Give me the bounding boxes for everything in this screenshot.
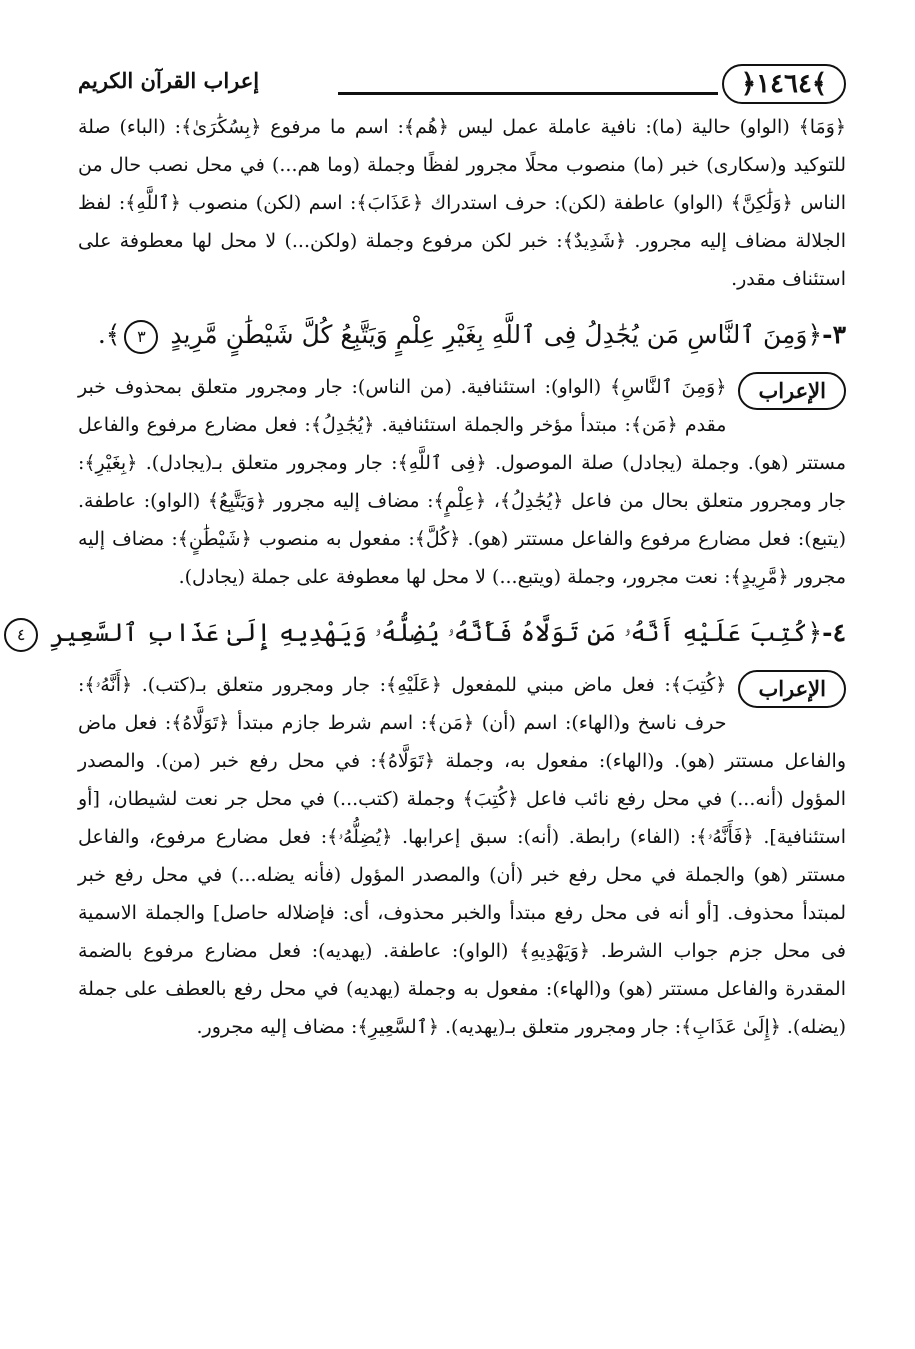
book-page: [16, 56, 846, 1256]
verse-3-text: ﴿وَمِنَ ٱلنَّاسِ مَن يُجَٰدِلُ فِى ٱللَّهِ بِغَيْرِ عِلْمٍ وَيَتَّبِعُ كُلَّ شَيْطَٰنٍ مَّرِيدٍ: [170, 320, 823, 349]
page-number: ﴿١٤٦٤﴾: [722, 64, 846, 104]
irab-badge-3: الإعراب: [738, 372, 846, 410]
book-title: إعراب القرآن الكريم: [78, 68, 260, 93]
verse-4: [16, 608, 846, 658]
ayah-marker-3: ٣: [124, 320, 158, 354]
header-rule: [338, 92, 718, 95]
page-body: [16, 108, 846, 1046]
verse-3-close: ﴾.: [97, 320, 121, 349]
ayah-marker-4: ٤: [4, 618, 38, 652]
verse-3-number: ٣-: [822, 320, 846, 349]
page-header: [78, 56, 846, 108]
irab-4-paragraph: ﴿كُتِبَ﴾: فعل ماض مبني للمفعول ﴿عَلَيْهِ﴾: جار ومجرور متعلق بـ(كتب). ﴿أَنَّهُۥ﴾: حرف ناسخ و(الهاء): اسم (أن) ﴿مَن﴾: اسم شرط جازم مبتدأ ﴿تَوَلَّاهُ﴾: فعل ماض والفاعل مستتر (هو). و(الهاء): مفعول به، وجملة ﴿تَوَلَّاهُ﴾: في محل رفع خبر (من). والمصدر المؤول (أنه...) في محل رفع نائب فاعل ﴿كُتِبَ﴾ وجملة (كتب...) في محل جر نعت لشيطان، [أو استئنافية]. ﴿فَأَنَّهُۥ﴾: (الفاء) رابطة. (أنه): سبق إعرابها. ﴿يُضِلُّهُۥ﴾: فعل مضارع مرفوع، والفاعل مستتر (هو) والجملة في محل رفع خبر (أن) والمصدر المؤول (فأنه يضله...) في محل رفع خبر لمبتدأ محذوف. [أو أنه فى محل رفع مبتدأ والخبر محذوف، أى: فإضلاله حاصل] والجملة الاسمية فى محل جزم جواب الشرط. ﴿وَيَهْدِيهِ﴾ (الواو): عاطفة. (يهديه): فعل مضارع مرفوع بالضمة المقدرة والفاعل مستتر (هو) و(الهاء): مفعول به وجملة (يهديه) في محل رفع بالعطف على جملة (يضله). ﴿إِلَىٰ عَذَابِ﴾: جار ومجرور متعلق بـ(يهديه). ﴿ٱلسَّعِيرِ﴾: مضاف إليه مجرور.: [78, 674, 846, 1038]
verse-3: [78, 310, 846, 360]
irab-4-block: [78, 666, 846, 1046]
verse-4-text: ﴿كُتِبَ عَلَيْهِ أَنَّهُۥ مَن تَوَلَّاهُ فَأَنَّهُۥ يُضِلُّهُۥ وَيَهْدِيهِ إِلَىٰ عَذَابِ ٱلسَّعِيرِ: [50, 618, 823, 647]
irab-3-paragraph: ﴿وَمِنَ ٱلنَّاسِ﴾ (الواو): استئنافية. (من الناس): جار ومجرور متعلق بمحذوف خبر مقدم ﴿مَن﴾: مبتدأ مؤخر والجملة استئنافية. ﴿يُجَٰدِلُ﴾: فعل مضارع مرفوع والفاعل مستتر (هو). وجملة (يجادل) صلة الموصول. ﴿فِى ٱللَّهِ﴾: جار ومجرور متعلق بـ(يجادل). ﴿بِغَيْرِ﴾: جار ومجرور متعلق بحال من فاعل ﴿يُجَٰدِلُ﴾، ﴿عِلْمٍ﴾: مضاف إليه مجرور ﴿وَيَتَّبِعُ﴾ (الواو): عاطفة. (يتبع): فعل مضارع مرفوع والفاعل مستتر (هو). ﴿كُلَّ﴾: مفعول به منصوب ﴿شَيْطَٰنٍ﴾: مضاف إليه مجرور ﴿مَّرِيدٍ﴾: نعت مجرور، وجملة (ويتبع...) لا محل لها معطوفة على جملة (يجادل).: [78, 376, 846, 588]
verse-4-number: ٤-: [822, 618, 846, 647]
section1-paragraph: ﴿وَمَا﴾ (الواو) حالية (ما): نافية عاملة عمل ليس ﴿هُم﴾: اسم ما مرفوع ﴿بِسُكَٰرَىٰ﴾: (الباء) صلة للتوكيد و(سكارى) خبر (ما) منصوب محلًا مجرور لفظًا وجملة (وما هم...) في محل نصب حال من الناس ﴿وَلَٰكِنَّ﴾ (الواو) عاطفة (لكن): حرف استدراك ﴿عَذَابَ﴾: اسم (لكن) منصوب ﴿ٱللَّهِ﴾: لفظ الجلالة مضاف إليه مجرور. ﴿شَدِيدٌ﴾: خبر لكن مرفوع وجملة (ولكن...) لا محل لها معطوفة على استئناف مقدر.: [78, 116, 846, 290]
irab-badge-4: الإعراب: [738, 670, 846, 708]
irab-3-block: [78, 368, 846, 596]
